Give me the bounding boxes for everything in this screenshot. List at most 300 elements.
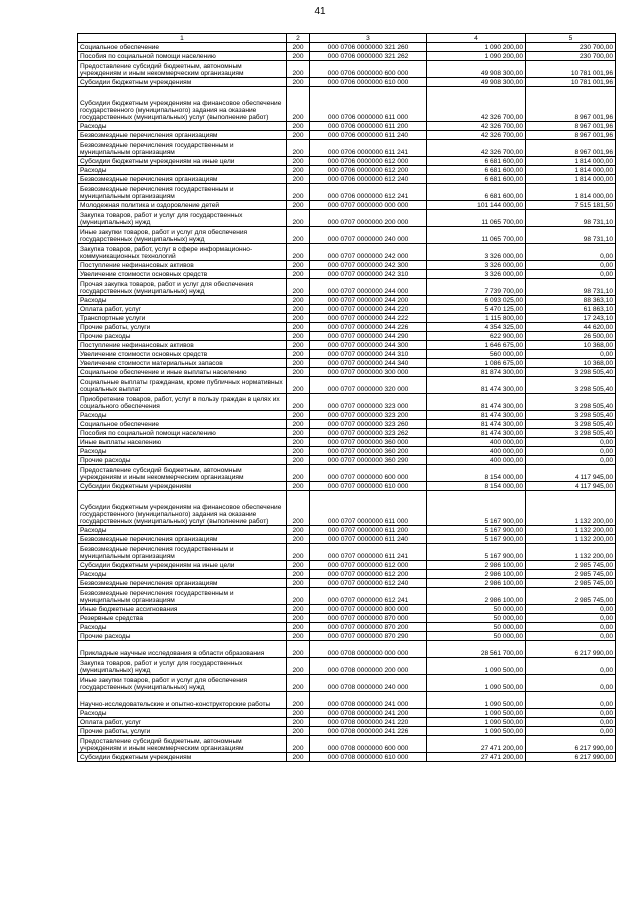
row-name-cell: Субсидии бюджетным учреждениям на иные цели [78,561,287,570]
row-code-cell: 200 [287,544,310,561]
row-name-cell: Транспортные услуги [78,314,287,323]
row-approved-cell: 1 090 200,00 [427,52,526,61]
row-code-cell: 200 [287,579,310,588]
row-code-cell: 200 [287,605,310,614]
row-approved-cell: 50 000,00 [427,632,526,641]
row-name-cell: Расходы [78,166,287,175]
row-classification-cell: 000 0706 0000000 612 241 [310,184,427,201]
row-code-cell: 200 [287,692,310,709]
row-executed-cell: 8 967 001,96 [526,87,616,122]
table-row [78,709,616,718]
table-row [78,305,616,314]
row-executed-cell: 1 132 200,00 [526,491,616,526]
row-executed-cell: 0,00 [526,709,616,718]
row-name-cell: Пособия по социальной помощи населению [78,52,287,61]
table-row [78,270,616,279]
row-approved-cell: 42 326 700,00 [427,122,526,131]
table-row [78,465,616,482]
row-classification-cell: 000 0707 0000000 242 000 [310,244,427,261]
row-executed-cell: 1 132 200,00 [526,526,616,535]
row-executed-cell: 98 731,10 [526,227,616,244]
row-approved-cell: 1 090 500,00 [427,675,526,692]
row-code-cell: 200 [287,61,310,78]
table-row [78,210,616,227]
table-row [78,526,616,535]
table-row [78,350,616,359]
table-row [78,438,616,447]
row-classification-cell: 000 0707 0000000 244 340 [310,359,427,368]
row-code-cell: 200 [287,305,310,314]
row-executed-cell: 10 368,00 [526,359,616,368]
row-code-cell: 200 [287,718,310,727]
row-code-cell: 200 [287,184,310,201]
row-executed-cell: 0,00 [526,456,616,465]
row-classification-cell: 000 0707 0000000 200 000 [310,210,427,227]
row-classification-cell: 000 0707 0000000 000 000 [310,201,427,210]
table-row [78,332,616,341]
row-code-cell: 200 [287,323,310,332]
row-classification-cell: 000 0707 0000000 244 222 [310,314,427,323]
row-classification-cell: 000 0706 0000000 610 000 [310,78,427,87]
row-approved-cell: 1 090 500,00 [427,692,526,709]
row-classification-cell: 000 0707 0000000 611 200 [310,526,427,535]
row-classification-cell: 000 0706 0000000 600 000 [310,61,427,78]
row-approved-cell: 50 000,00 [427,614,526,623]
row-code-cell: 200 [287,394,310,411]
row-executed-cell: 8 967 001,96 [526,131,616,140]
table-row [78,614,616,623]
row-name-cell: Оплата работ, услуг [78,305,287,314]
row-code-cell: 200 [287,614,310,623]
row-code-cell: 200 [287,87,310,122]
row-executed-cell: 3 298 505,40 [526,368,616,377]
row-approved-cell: 8 154 000,00 [427,482,526,491]
row-executed-cell: 7 515 181,50 [526,201,616,210]
row-code-cell: 200 [287,244,310,261]
row-approved-cell: 400 000,00 [427,447,526,456]
row-name-cell: Иные бюджетные ассигнования [78,605,287,614]
row-code-cell: 200 [287,122,310,131]
row-classification-cell: 000 0707 0000000 244 220 [310,305,427,314]
row-approved-cell: 8 154 000,00 [427,465,526,482]
row-approved-cell: 1 090 500,00 [427,709,526,718]
row-approved-cell: 6 681 600,00 [427,166,526,175]
row-name-cell: Прочие расходы [78,632,287,641]
row-code-cell: 200 [287,341,310,350]
table-row [78,394,616,411]
row-executed-cell: 0,00 [526,438,616,447]
row-classification-cell: 000 0706 0000000 611 200 [310,122,427,131]
table-row [78,184,616,201]
row-name-cell: Безвозмездные перечисления государственным и муниципальным организациям [78,588,287,605]
row-name-cell: Приобретение товаров, работ, услуг в пользу граждан в целях их социального обеспечения [78,394,287,411]
row-name-cell: Поступление нефинансовых активов [78,341,287,350]
row-classification-cell: 000 0707 0000000 611 240 [310,535,427,544]
row-name-cell: Субсидии бюджетным учреждениям [78,482,287,491]
row-approved-cell: 400 000,00 [427,438,526,447]
row-approved-cell: 49 908 300,00 [427,78,526,87]
row-classification-cell: 000 0707 0000000 244 226 [310,323,427,332]
column-header-3: 3 [310,34,427,43]
table-row [78,561,616,570]
row-classification-cell: 000 0706 0000000 612 000 [310,157,427,166]
row-name-cell: Расходы [78,411,287,420]
row-classification-cell: 000 0707 0000000 870 000 [310,614,427,623]
row-code-cell: 200 [287,727,310,736]
row-code-cell: 200 [287,261,310,270]
row-code-cell: 200 [287,561,310,570]
row-executed-cell: 10 368,00 [526,341,616,350]
table-row [78,368,616,377]
table-row [78,78,616,87]
row-executed-cell: 3 298 505,40 [526,420,616,429]
row-classification-cell: 000 0707 0000000 323 260 [310,420,427,429]
row-code-cell: 200 [287,314,310,323]
row-code-cell: 200 [287,736,310,753]
row-approved-cell: 81 874 300,00 [427,368,526,377]
row-code-cell: 200 [287,588,310,605]
column-header-1: 1 [78,34,287,43]
row-name-cell: Безвозмездные перечисления организациям [78,579,287,588]
table-row [78,279,616,296]
table-row [78,323,616,332]
row-code-cell: 200 [287,658,310,675]
table-row [78,166,616,175]
row-name-cell: Увеличение стоимости основных средств [78,270,287,279]
row-executed-cell: 3 298 505,40 [526,411,616,420]
table-row [78,658,616,675]
row-executed-cell: 98 731,10 [526,210,616,227]
page-number: 41 [314,6,326,17]
row-name-cell: Прикладные научные исследования в области образования [78,641,287,658]
table-row [78,87,616,122]
row-classification-cell: 000 0706 0000000 321 260 [310,43,427,52]
row-name-cell: Безвозмездные перечисления организациям [78,175,287,184]
row-executed-cell: 3 298 505,40 [526,394,616,411]
row-code-cell: 200 [287,201,310,210]
row-classification-cell: 000 0708 0000000 610 000 [310,753,427,762]
row-executed-cell: 88 363,10 [526,296,616,305]
row-code-cell: 200 [287,641,310,658]
row-classification-cell: 000 0707 0000000 320 000 [310,377,427,394]
row-classification-cell: 000 0706 0000000 612 240 [310,175,427,184]
row-code-cell: 200 [287,675,310,692]
table-row [78,456,616,465]
row-executed-cell: 0,00 [526,270,616,279]
row-classification-cell: 000 0707 0000000 600 000 [310,465,427,482]
row-executed-cell: 3 298 505,40 [526,377,616,394]
row-classification-cell: 000 0707 0000000 612 241 [310,588,427,605]
row-executed-cell: 1 814 000,00 [526,166,616,175]
table-row [78,718,616,727]
table-row [78,447,616,456]
row-code-cell: 200 [287,131,310,140]
row-approved-cell: 1 090 500,00 [427,727,526,736]
row-executed-cell: 0,00 [526,605,616,614]
row-classification-cell: 000 0707 0000000 800 000 [310,605,427,614]
row-code-cell: 200 [287,78,310,87]
table-row [78,201,616,210]
row-name-cell: Научно-исследовательские и опытно-конструкторские работы [78,692,287,709]
row-name-cell: Пособия по социальной помощи населению [78,429,287,438]
table-row [78,261,616,270]
table-row [78,52,616,61]
row-name-cell: Закупка товаров, работ, услуг в сфере информационно-коммуникационных технологий [78,244,287,261]
row-code-cell: 200 [287,175,310,184]
row-name-cell: Субсидии бюджетным учреждениям на финансовое обеспечение государственного (муниципального) задания на оказание государственных (муниципальных) услуг (выполнение работ) [78,491,287,526]
row-approved-cell: 5 470 125,00 [427,305,526,314]
row-code-cell: 200 [287,482,310,491]
row-approved-cell: 101 144 000,00 [427,201,526,210]
table-row [78,570,616,579]
table-row [78,588,616,605]
table-row [78,359,616,368]
row-approved-cell: 400 000,00 [427,456,526,465]
row-code-cell: 200 [287,411,310,420]
row-name-cell: Субсидии бюджетным учреждениям [78,753,287,762]
column-header-2: 2 [287,34,310,43]
row-approved-cell: 622 900,00 [427,332,526,341]
row-code-cell: 200 [287,279,310,296]
row-code-cell: 200 [287,377,310,394]
row-code-cell: 200 [287,420,310,429]
row-executed-cell: 0,00 [526,727,616,736]
table-row [78,411,616,420]
row-executed-cell: 2 985 745,00 [526,570,616,579]
row-code-cell: 200 [287,535,310,544]
table-row [78,296,616,305]
row-name-cell: Иные выплаты населению [78,438,287,447]
row-executed-cell: 10 781 001,96 [526,61,616,78]
row-executed-cell: 1 132 200,00 [526,544,616,561]
row-classification-cell: 000 0707 0000000 360 000 [310,438,427,447]
row-executed-cell: 0,00 [526,350,616,359]
row-approved-cell: 2 986 100,00 [427,579,526,588]
row-approved-cell: 11 065 700,00 [427,227,526,244]
row-approved-cell: 81 474 300,00 [427,411,526,420]
row-classification-cell: 000 0707 0000000 244 310 [310,350,427,359]
row-code-cell: 200 [287,632,310,641]
row-approved-cell: 2 986 100,00 [427,561,526,570]
row-executed-cell: 1 132 200,00 [526,535,616,544]
table-row [78,579,616,588]
row-code-cell: 200 [287,296,310,305]
row-classification-cell: 000 0708 0000000 241 000 [310,692,427,709]
row-classification-cell: 000 0707 0000000 323 000 [310,394,427,411]
row-code-cell: 200 [287,359,310,368]
row-executed-cell: 0,00 [526,718,616,727]
row-classification-cell: 000 0707 0000000 244 200 [310,296,427,305]
column-header-5: 5 [526,34,616,43]
row-classification-cell: 000 0707 0000000 323 200 [310,411,427,420]
table-row [78,43,616,52]
row-code-cell: 200 [287,368,310,377]
row-code-cell: 200 [287,465,310,482]
row-code-cell: 200 [287,570,310,579]
row-executed-cell: 6 217 990,00 [526,641,616,658]
row-classification-cell: 000 0708 0000000 240 000 [310,675,427,692]
row-name-cell: Социальное обеспечение [78,420,287,429]
row-approved-cell: 6 681 600,00 [427,184,526,201]
row-executed-cell: 230 700,00 [526,52,616,61]
row-name-cell: Расходы [78,709,287,718]
row-name-cell: Безвозмездные перечисления государственным и муниципальным организациям [78,140,287,157]
row-classification-cell: 000 0706 0000000 321 262 [310,52,427,61]
table-row [78,61,616,78]
row-code-cell: 200 [287,429,310,438]
table-row [78,482,616,491]
row-name-cell: Социальные выплаты гражданам, кроме публичных нормативных социальных выплат [78,377,287,394]
row-executed-cell: 4 117 945,00 [526,482,616,491]
row-executed-cell: 0,00 [526,675,616,692]
budget-execution-table [77,33,616,762]
row-classification-cell: 000 0707 0000000 610 000 [310,482,427,491]
row-approved-cell: 5 167 900,00 [427,544,526,561]
row-classification-cell: 000 0707 0000000 870 290 [310,632,427,641]
table-row [78,692,616,709]
row-code-cell: 200 [287,491,310,526]
row-approved-cell: 1 646 675,00 [427,341,526,350]
row-classification-cell: 000 0707 0000000 242 310 [310,270,427,279]
row-classification-cell: 000 0707 0000000 244 000 [310,279,427,296]
row-name-cell: Социальное обеспечение [78,43,287,52]
row-name-cell: Закупка товаров, работ и услуг для государственных (муниципальных) нужд [78,210,287,227]
row-classification-cell: 000 0708 0000000 600 000 [310,736,427,753]
row-approved-cell: 2 986 100,00 [427,570,526,579]
row-approved-cell: 2 986 100,00 [427,588,526,605]
row-code-cell: 200 [287,43,310,52]
row-name-cell: Оплата работ, услуг [78,718,287,727]
row-approved-cell: 50 000,00 [427,623,526,632]
table-row [78,753,616,762]
row-approved-cell: 81 474 300,00 [427,420,526,429]
table-row [78,535,616,544]
row-name-cell: Прочая закупка товаров, работ и услуг для обеспечения государственных (муниципальных) нужд [78,279,287,296]
table-row [78,140,616,157]
row-approved-cell: 6 093 025,00 [427,296,526,305]
row-name-cell: Безвозмездные перечисления государственным и муниципальным организациям [78,544,287,561]
table-row [78,244,616,261]
table-row [78,122,616,131]
row-executed-cell: 0,00 [526,614,616,623]
row-approved-cell: 1 090 500,00 [427,718,526,727]
row-executed-cell: 230 700,00 [526,43,616,52]
row-name-cell: Иные закупки товаров, работ и услуг для обеспечения государственных (муниципальных) нужд [78,675,287,692]
row-classification-cell: 000 0708 0000000 241 226 [310,727,427,736]
table-body [78,43,616,762]
row-executed-cell: 3 298 505,40 [526,429,616,438]
row-name-cell: Субсидии бюджетным учреждениям на финансовое обеспечение государственного (муниципального) задания на оказание государственных (муниципальных) услуг (выполнение работ) [78,87,287,122]
row-name-cell: Прочие расходы [78,456,287,465]
row-code-cell: 200 [287,526,310,535]
row-name-cell: Субсидии бюджетным учреждениям на иные цели [78,157,287,166]
row-approved-cell: 5 167 900,00 [427,535,526,544]
row-code-cell: 200 [287,350,310,359]
row-name-cell: Закупка товаров, работ и услуг для государственных (муниципальных) нужд [78,658,287,675]
row-classification-cell: 000 0707 0000000 240 000 [310,227,427,244]
row-executed-cell: 0,00 [526,632,616,641]
row-executed-cell: 98 731,10 [526,279,616,296]
table-row [78,175,616,184]
row-executed-cell: 2 985 745,00 [526,588,616,605]
table-row [78,727,616,736]
table-row [78,605,616,614]
row-approved-cell: 6 681 600,00 [427,175,526,184]
row-executed-cell: 0,00 [526,658,616,675]
row-code-cell: 200 [287,438,310,447]
table-row [78,420,616,429]
row-approved-cell: 3 326 000,00 [427,270,526,279]
row-executed-cell: 0,00 [526,692,616,709]
table-row [78,131,616,140]
row-classification-cell: 000 0706 0000000 611 240 [310,131,427,140]
row-code-cell: 200 [287,227,310,244]
row-approved-cell: 7 739 700,00 [427,279,526,296]
row-classification-cell: 000 0707 0000000 244 290 [310,332,427,341]
row-classification-cell: 000 0706 0000000 612 200 [310,166,427,175]
table-row [78,491,616,526]
row-executed-cell: 0,00 [526,261,616,270]
row-name-cell: Расходы [78,623,287,632]
row-executed-cell: 8 967 001,96 [526,140,616,157]
row-name-cell: Прочие работы, услуги [78,727,287,736]
row-code-cell: 200 [287,52,310,61]
column-header-4: 4 [427,34,526,43]
row-name-cell: Расходы [78,526,287,535]
row-classification-cell: 000 0707 0000000 611 000 [310,491,427,526]
row-name-cell: Безвозмездные перечисления государственным и муниципальным организациям [78,184,287,201]
row-approved-cell: 1 090 200,00 [427,43,526,52]
table-row [78,429,616,438]
row-classification-cell: 000 0707 0000000 300 000 [310,368,427,377]
table-row [78,544,616,561]
row-approved-cell: 42 326 700,00 [427,140,526,157]
row-approved-cell: 1 086 675,00 [427,359,526,368]
row-executed-cell: 2 985 745,00 [526,561,616,570]
row-name-cell: Увеличение стоимости материальных запасов [78,359,287,368]
row-approved-cell: 81 474 300,00 [427,377,526,394]
row-approved-cell: 5 167 900,00 [427,526,526,535]
table-row [78,377,616,394]
row-classification-cell: 000 0707 0000000 360 290 [310,456,427,465]
row-code-cell: 200 [287,447,310,456]
row-executed-cell: 44 620,00 [526,323,616,332]
row-approved-cell: 1 090 500,00 [427,658,526,675]
row-name-cell: Расходы [78,122,287,131]
row-executed-cell: 61 863,10 [526,305,616,314]
row-name-cell: Поступление нефинансовых активов [78,261,287,270]
row-code-cell: 200 [287,623,310,632]
row-executed-cell: 0,00 [526,623,616,632]
row-name-cell: Прочие расходы [78,332,287,341]
row-approved-cell: 3 326 000,00 [427,261,526,270]
row-approved-cell: 6 681 600,00 [427,157,526,166]
row-code-cell: 200 [287,166,310,175]
row-approved-cell: 4 354 325,00 [427,323,526,332]
row-classification-cell: 000 0707 0000000 611 241 [310,544,427,561]
row-approved-cell: 3 326 000,00 [427,244,526,261]
row-classification-cell: 000 0707 0000000 360 200 [310,447,427,456]
row-classification-cell: 000 0707 0000000 870 200 [310,623,427,632]
row-classification-cell: 000 0707 0000000 612 000 [310,561,427,570]
row-executed-cell: 0,00 [526,244,616,261]
row-code-cell: 200 [287,157,310,166]
row-approved-cell: 27 471 200,00 [427,753,526,762]
row-executed-cell: 0,00 [526,447,616,456]
row-executed-cell: 8 967 001,96 [526,122,616,131]
row-name-cell: Социальное обеспечение и иные выплаты населению [78,368,287,377]
table-row [78,632,616,641]
